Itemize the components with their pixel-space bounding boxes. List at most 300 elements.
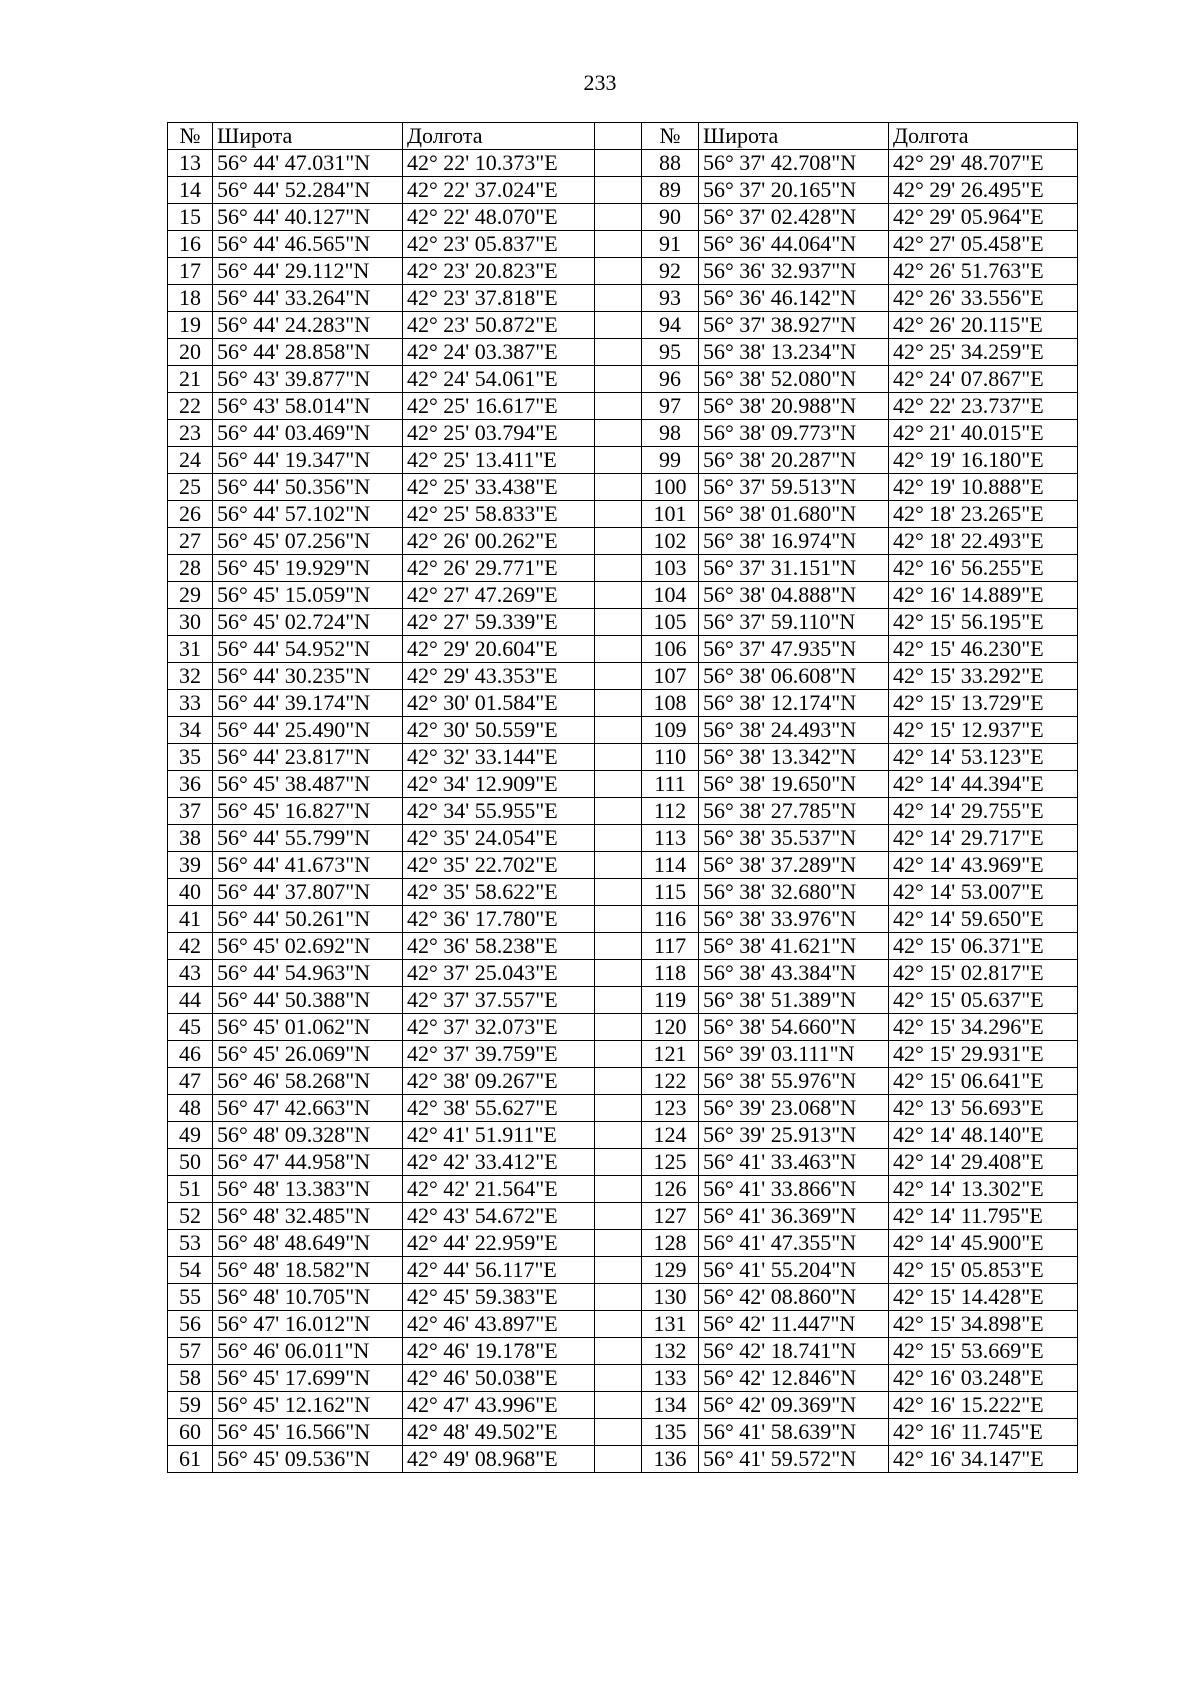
- spacer-cell: [595, 1041, 642, 1068]
- spacer-cell: [595, 1311, 642, 1338]
- point-number-right: 116: [642, 906, 699, 933]
- longitude-right: 42° 15' 12.937"E: [889, 717, 1078, 744]
- longitude-left: 42° 42' 21.564"E: [403, 1176, 595, 1203]
- table-row: [168, 906, 1078, 933]
- table-row: [168, 393, 1078, 420]
- longitude-left: 42° 44' 56.117"E: [403, 1257, 595, 1284]
- latitude-left: 56° 44' 28.858"N: [213, 339, 403, 366]
- latitude-left: 56° 43' 58.014"N: [213, 393, 403, 420]
- longitude-left: 42° 37' 32.073"E: [403, 1014, 595, 1041]
- header-latitude-right: Широта: [699, 123, 889, 150]
- latitude-right: 56° 37' 20.165"N: [699, 177, 889, 204]
- latitude-right: 56° 41' 33.463"N: [699, 1149, 889, 1176]
- latitude-right: 56° 38' 13.342"N: [699, 744, 889, 771]
- latitude-right: 56° 36' 32.937"N: [699, 258, 889, 285]
- point-number-right: 128: [642, 1230, 699, 1257]
- latitude-right: 56° 38' 20.988"N: [699, 393, 889, 420]
- point-number-right: 108: [642, 690, 699, 717]
- longitude-left: 42° 34' 55.955"E: [403, 798, 595, 825]
- point-number-right: 111: [642, 771, 699, 798]
- spacer-cell: [595, 1392, 642, 1419]
- spacer-cell: [595, 1230, 642, 1257]
- spacer-cell: [595, 474, 642, 501]
- header-number-left: №: [168, 123, 213, 150]
- point-number-left: 18: [168, 285, 213, 312]
- point-number-right: 129: [642, 1257, 699, 1284]
- latitude-left: 56° 46' 06.011"N: [213, 1338, 403, 1365]
- longitude-left: 42° 25' 16.617"E: [403, 393, 595, 420]
- table-row: [168, 447, 1078, 474]
- table-row: [168, 771, 1078, 798]
- longitude-right: 42° 15' 06.641"E: [889, 1068, 1078, 1095]
- point-number-left: 33: [168, 690, 213, 717]
- latitude-right: 56° 38' 35.537"N: [699, 825, 889, 852]
- header-number-right: №: [642, 123, 699, 150]
- longitude-right: 42° 14' 48.140"E: [889, 1122, 1078, 1149]
- point-number-right: 130: [642, 1284, 699, 1311]
- latitude-right: 56° 38' 37.289"N: [699, 852, 889, 879]
- longitude-left: 42° 23' 20.823"E: [403, 258, 595, 285]
- longitude-right: 42° 14' 43.969"E: [889, 852, 1078, 879]
- latitude-left: 56° 44' 41.673"N: [213, 852, 403, 879]
- point-number-left: 13: [168, 150, 213, 177]
- longitude-left: 42° 26' 00.262"E: [403, 528, 595, 555]
- latitude-left: 56° 48' 13.383"N: [213, 1176, 403, 1203]
- point-number-right: 107: [642, 663, 699, 690]
- latitude-right: 56° 38' 33.976"N: [699, 906, 889, 933]
- latitude-left: 56° 44' 19.347"N: [213, 447, 403, 474]
- table-row: [168, 933, 1078, 960]
- longitude-left: 42° 37' 39.759"E: [403, 1041, 595, 1068]
- latitude-left: 56° 45' 02.724"N: [213, 609, 403, 636]
- latitude-right: 56° 42' 11.447"N: [699, 1311, 889, 1338]
- table-row: [168, 1446, 1078, 1473]
- latitude-left: 56° 44' 30.235"N: [213, 663, 403, 690]
- latitude-left: 56° 44' 40.127"N: [213, 204, 403, 231]
- longitude-right: 42° 29' 26.495"E: [889, 177, 1078, 204]
- latitude-left: 56° 44' 25.490"N: [213, 717, 403, 744]
- point-number-right: 94: [642, 312, 699, 339]
- latitude-left: 56° 44' 52.284"N: [213, 177, 403, 204]
- latitude-left: 56° 44' 46.565"N: [213, 231, 403, 258]
- latitude-right: 56° 41' 36.369"N: [699, 1203, 889, 1230]
- point-number-left: 20: [168, 339, 213, 366]
- spacer-cell: [595, 1446, 642, 1473]
- spacer-cell: [595, 258, 642, 285]
- point-number-left: 39: [168, 852, 213, 879]
- point-number-right: 95: [642, 339, 699, 366]
- spacer-cell: [595, 1122, 642, 1149]
- latitude-left: 56° 45' 19.929"N: [213, 555, 403, 582]
- longitude-left: 42° 32' 33.144"E: [403, 744, 595, 771]
- spacer-cell: [595, 771, 642, 798]
- point-number-left: 53: [168, 1230, 213, 1257]
- table-row: [168, 150, 1078, 177]
- table-row: [168, 1014, 1078, 1041]
- longitude-right: 42° 22' 23.737"E: [889, 393, 1078, 420]
- latitude-left: 56° 47' 42.663"N: [213, 1095, 403, 1122]
- longitude-right: 42° 14' 13.302"E: [889, 1176, 1078, 1203]
- longitude-left: 42° 36' 58.238"E: [403, 933, 595, 960]
- longitude-left: 42° 37' 37.557"E: [403, 987, 595, 1014]
- spacer-cell: [595, 852, 642, 879]
- longitude-right: 42° 15' 46.230"E: [889, 636, 1078, 663]
- table-body: [168, 150, 1078, 1473]
- longitude-right: 42° 24' 07.867"E: [889, 366, 1078, 393]
- latitude-right: 56° 37' 02.428"N: [699, 204, 889, 231]
- spacer-cell: [595, 717, 642, 744]
- spacer-cell: [595, 1203, 642, 1230]
- latitude-left: 56° 48' 48.649"N: [213, 1230, 403, 1257]
- point-number-left: 35: [168, 744, 213, 771]
- point-number-left: 14: [168, 177, 213, 204]
- point-number-left: 26: [168, 501, 213, 528]
- longitude-left: 42° 23' 37.818"E: [403, 285, 595, 312]
- point-number-left: 31: [168, 636, 213, 663]
- longitude-left: 42° 35' 58.622"E: [403, 879, 595, 906]
- longitude-left: 42° 47' 43.996"E: [403, 1392, 595, 1419]
- longitude-right: 42° 27' 05.458"E: [889, 231, 1078, 258]
- longitude-left: 42° 30' 50.559"E: [403, 717, 595, 744]
- spacer-cell: [595, 1068, 642, 1095]
- latitude-right: 56° 38' 52.080"N: [699, 366, 889, 393]
- point-number-left: 19: [168, 312, 213, 339]
- point-number-right: 101: [642, 501, 699, 528]
- longitude-left: 42° 45' 59.383"E: [403, 1284, 595, 1311]
- longitude-left: 42° 48' 49.502"E: [403, 1419, 595, 1446]
- table-row: [168, 555, 1078, 582]
- point-number-left: 59: [168, 1392, 213, 1419]
- table-row: [168, 1392, 1078, 1419]
- point-number-right: 88: [642, 150, 699, 177]
- spacer-cell: [595, 1257, 642, 1284]
- point-number-right: 110: [642, 744, 699, 771]
- longitude-right: 42° 18' 23.265"E: [889, 501, 1078, 528]
- spacer-cell: [595, 906, 642, 933]
- table-row: [168, 987, 1078, 1014]
- table-row: [168, 231, 1078, 258]
- latitude-left: 56° 45' 16.566"N: [213, 1419, 403, 1446]
- longitude-right: 42° 19' 10.888"E: [889, 474, 1078, 501]
- point-number-left: 21: [168, 366, 213, 393]
- spacer-cell: [595, 366, 642, 393]
- latitude-right: 56° 42' 08.860"N: [699, 1284, 889, 1311]
- spacer-cell: [595, 609, 642, 636]
- latitude-right: 56° 38' 41.621"N: [699, 933, 889, 960]
- longitude-left: 42° 22' 10.373"E: [403, 150, 595, 177]
- point-number-right: 90: [642, 204, 699, 231]
- latitude-left: 56° 44' 23.817"N: [213, 744, 403, 771]
- latitude-right: 56° 39' 25.913"N: [699, 1122, 889, 1149]
- table-row: [168, 636, 1078, 663]
- latitude-right: 56° 38' 16.974"N: [699, 528, 889, 555]
- point-number-left: 44: [168, 987, 213, 1014]
- longitude-right: 42° 14' 29.408"E: [889, 1149, 1078, 1176]
- longitude-left: 42° 25' 58.833"E: [403, 501, 595, 528]
- point-number-left: 34: [168, 717, 213, 744]
- point-number-left: 36: [168, 771, 213, 798]
- spacer-cell: [595, 636, 642, 663]
- point-number-left: 55: [168, 1284, 213, 1311]
- longitude-left: 42° 35' 22.702"E: [403, 852, 595, 879]
- point-number-left: 17: [168, 258, 213, 285]
- table-row: [168, 1122, 1078, 1149]
- point-number-right: 105: [642, 609, 699, 636]
- point-number-right: 127: [642, 1203, 699, 1230]
- latitude-left: 56° 45' 15.059"N: [213, 582, 403, 609]
- table-row: [168, 1338, 1078, 1365]
- point-number-left: 48: [168, 1095, 213, 1122]
- spacer-cell: [595, 1419, 642, 1446]
- point-number-right: 136: [642, 1446, 699, 1473]
- point-number-right: 91: [642, 231, 699, 258]
- spacer-cell: [595, 960, 642, 987]
- longitude-left: 42° 29' 20.604"E: [403, 636, 595, 663]
- table-row: [168, 663, 1078, 690]
- table-row: [168, 609, 1078, 636]
- table-row: [168, 1176, 1078, 1203]
- point-number-right: 112: [642, 798, 699, 825]
- longitude-right: 42° 16' 14.889"E: [889, 582, 1078, 609]
- point-number-left: 61: [168, 1446, 213, 1473]
- longitude-left: 42° 38' 09.267"E: [403, 1068, 595, 1095]
- latitude-right: 56° 36' 44.064"N: [699, 231, 889, 258]
- longitude-right: 42° 29' 48.707"E: [889, 150, 1078, 177]
- longitude-right: 42° 14' 44.394"E: [889, 771, 1078, 798]
- latitude-left: 56° 44' 54.952"N: [213, 636, 403, 663]
- latitude-left: 56° 45' 16.827"N: [213, 798, 403, 825]
- point-number-right: 126: [642, 1176, 699, 1203]
- table-row: [168, 1311, 1078, 1338]
- longitude-left: 42° 24' 54.061"E: [403, 366, 595, 393]
- spacer-cell: [595, 501, 642, 528]
- longitude-right: 42° 15' 29.931"E: [889, 1041, 1078, 1068]
- latitude-left: 56° 44' 03.469"N: [213, 420, 403, 447]
- table-row: [168, 528, 1078, 555]
- table-row: [168, 204, 1078, 231]
- point-number-right: 103: [642, 555, 699, 582]
- longitude-left: 42° 25' 33.438"E: [403, 474, 595, 501]
- table-row: [168, 825, 1078, 852]
- point-number-right: 117: [642, 933, 699, 960]
- longitude-left: 42° 49' 08.968"E: [403, 1446, 595, 1473]
- point-number-left: 28: [168, 555, 213, 582]
- point-number-left: 37: [168, 798, 213, 825]
- table-row: [168, 312, 1078, 339]
- latitude-left: 56° 45' 07.256"N: [213, 528, 403, 555]
- table-row: [168, 798, 1078, 825]
- longitude-right: 42° 29' 05.964"E: [889, 204, 1078, 231]
- longitude-right: 42° 18' 22.493"E: [889, 528, 1078, 555]
- longitude-right: 42° 14' 29.755"E: [889, 798, 1078, 825]
- point-number-left: 47: [168, 1068, 213, 1095]
- spacer-cell: [595, 285, 642, 312]
- latitude-right: 56° 41' 59.572"N: [699, 1446, 889, 1473]
- longitude-right: 42° 14' 29.717"E: [889, 825, 1078, 852]
- latitude-left: 56° 48' 18.582"N: [213, 1257, 403, 1284]
- longitude-left: 42° 44' 22.959"E: [403, 1230, 595, 1257]
- longitude-left: 42° 25' 13.411"E: [403, 447, 595, 474]
- point-number-right: 115: [642, 879, 699, 906]
- spacer-cell: [595, 555, 642, 582]
- longitude-left: 42° 42' 33.412"E: [403, 1149, 595, 1176]
- longitude-right: 42° 21' 40.015"E: [889, 420, 1078, 447]
- point-number-right: 89: [642, 177, 699, 204]
- longitude-right: 42° 26' 33.556"E: [889, 285, 1078, 312]
- point-number-left: 30: [168, 609, 213, 636]
- spacer-cell: [595, 879, 642, 906]
- longitude-left: 42° 23' 05.837"E: [403, 231, 595, 258]
- table-row: [168, 879, 1078, 906]
- latitude-right: 56° 38' 43.384"N: [699, 960, 889, 987]
- longitude-right: 42° 15' 06.371"E: [889, 933, 1078, 960]
- latitude-right: 56° 38' 54.660"N: [699, 1014, 889, 1041]
- table-row: [168, 690, 1078, 717]
- longitude-right: 42° 16' 15.222"E: [889, 1392, 1078, 1419]
- spacer-cell: [595, 177, 642, 204]
- latitude-right: 56° 38' 09.773"N: [699, 420, 889, 447]
- spacer-cell: [595, 690, 642, 717]
- latitude-right: 56° 37' 38.927"N: [699, 312, 889, 339]
- longitude-left: 42° 27' 59.339"E: [403, 609, 595, 636]
- latitude-right: 56° 38' 13.234"N: [699, 339, 889, 366]
- point-number-left: 52: [168, 1203, 213, 1230]
- latitude-left: 56° 44' 50.261"N: [213, 906, 403, 933]
- longitude-left: 42° 30' 01.584"E: [403, 690, 595, 717]
- longitude-left: 42° 22' 37.024"E: [403, 177, 595, 204]
- latitude-right: 56° 42' 09.369"N: [699, 1392, 889, 1419]
- longitude-right: 42° 19' 16.180"E: [889, 447, 1078, 474]
- longitude-left: 42° 34' 12.909"E: [403, 771, 595, 798]
- latitude-right: 56° 38' 04.888"N: [699, 582, 889, 609]
- table-row: [168, 366, 1078, 393]
- longitude-right: 42° 14' 45.900"E: [889, 1230, 1078, 1257]
- point-number-left: 50: [168, 1149, 213, 1176]
- point-number-left: 57: [168, 1338, 213, 1365]
- point-number-right: 122: [642, 1068, 699, 1095]
- point-number-left: 32: [168, 663, 213, 690]
- coordinates-table: [167, 122, 1078, 1473]
- longitude-right: 42° 14' 53.123"E: [889, 744, 1078, 771]
- table-row: [168, 501, 1078, 528]
- page-number: 233: [583, 70, 617, 95]
- latitude-left: 56° 48' 10.705"N: [213, 1284, 403, 1311]
- latitude-left: 56° 45' 12.162"N: [213, 1392, 403, 1419]
- table-header-row: [168, 123, 1078, 150]
- spacer-cell: [595, 1338, 642, 1365]
- longitude-left: 42° 41' 51.911"E: [403, 1122, 595, 1149]
- table-row: [168, 1230, 1078, 1257]
- table-row: [168, 1257, 1078, 1284]
- point-number-left: 49: [168, 1122, 213, 1149]
- latitude-left: 56° 44' 29.112"N: [213, 258, 403, 285]
- latitude-right: 56° 37' 42.708"N: [699, 150, 889, 177]
- latitude-left: 56° 46' 58.268"N: [213, 1068, 403, 1095]
- point-number-left: 42: [168, 933, 213, 960]
- point-number-right: 99: [642, 447, 699, 474]
- latitude-right: 56° 36' 46.142"N: [699, 285, 889, 312]
- latitude-right: 56° 38' 51.389"N: [699, 987, 889, 1014]
- point-number-right: 120: [642, 1014, 699, 1041]
- point-number-right: 134: [642, 1392, 699, 1419]
- point-number-right: 109: [642, 717, 699, 744]
- latitude-left: 56° 45' 38.487"N: [213, 771, 403, 798]
- longitude-right: 42° 26' 20.115"E: [889, 312, 1078, 339]
- point-number-right: 132: [642, 1338, 699, 1365]
- longitude-right: 42° 25' 34.259"E: [889, 339, 1078, 366]
- table-row: [168, 717, 1078, 744]
- spacer-cell: [595, 933, 642, 960]
- header-longitude-right: Долгота: [889, 123, 1078, 150]
- point-number-right: 131: [642, 1311, 699, 1338]
- point-number-left: 25: [168, 474, 213, 501]
- longitude-right: 42° 15' 56.195"E: [889, 609, 1078, 636]
- point-number-right: 102: [642, 528, 699, 555]
- longitude-left: 42° 25' 03.794"E: [403, 420, 595, 447]
- point-number-right: 114: [642, 852, 699, 879]
- spacer-cell: [595, 393, 642, 420]
- header-longitude-left: Долгота: [403, 123, 595, 150]
- latitude-right: 56° 38' 19.650"N: [699, 771, 889, 798]
- latitude-right: 56° 41' 33.866"N: [699, 1176, 889, 1203]
- point-number-left: 46: [168, 1041, 213, 1068]
- table-row: [168, 285, 1078, 312]
- longitude-right: 42° 13' 56.693"E: [889, 1095, 1078, 1122]
- longitude-left: 42° 24' 03.387"E: [403, 339, 595, 366]
- longitude-left: 42° 22' 48.070"E: [403, 204, 595, 231]
- latitude-right: 56° 38' 27.785"N: [699, 798, 889, 825]
- point-number-left: 22: [168, 393, 213, 420]
- table-row: [168, 1095, 1078, 1122]
- point-number-left: 58: [168, 1365, 213, 1392]
- spacer-cell: [595, 744, 642, 771]
- table-row: [168, 582, 1078, 609]
- latitude-right: 56° 38' 55.976"N: [699, 1068, 889, 1095]
- longitude-right: 42° 15' 05.637"E: [889, 987, 1078, 1014]
- point-number-left: 54: [168, 1257, 213, 1284]
- point-number-right: 96: [642, 366, 699, 393]
- longitude-right: 42° 16' 11.745"E: [889, 1419, 1078, 1446]
- table-row: [168, 258, 1078, 285]
- longitude-left: 42° 35' 24.054"E: [403, 825, 595, 852]
- point-number-right: 113: [642, 825, 699, 852]
- latitude-left: 56° 45' 09.536"N: [213, 1446, 403, 1473]
- longitude-left: 42° 23' 50.872"E: [403, 312, 595, 339]
- latitude-right: 56° 41' 58.639"N: [699, 1419, 889, 1446]
- point-number-right: 104: [642, 582, 699, 609]
- latitude-right: 56° 38' 24.493"N: [699, 717, 889, 744]
- point-number-right: 135: [642, 1419, 699, 1446]
- latitude-right: 56° 42' 12.846"N: [699, 1365, 889, 1392]
- spacer-cell: [595, 987, 642, 1014]
- header-spacer-cell: [595, 123, 642, 150]
- latitude-left: 56° 44' 55.799"N: [213, 825, 403, 852]
- table-row: [168, 420, 1078, 447]
- point-number-right: 133: [642, 1365, 699, 1392]
- longitude-left: 42° 36' 17.780"E: [403, 906, 595, 933]
- point-number-right: 93: [642, 285, 699, 312]
- latitude-right: 56° 38' 32.680"N: [699, 879, 889, 906]
- latitude-left: 56° 48' 32.485"N: [213, 1203, 403, 1230]
- longitude-right: 42° 14' 59.650"E: [889, 906, 1078, 933]
- spacer-cell: [595, 1284, 642, 1311]
- table-row: [168, 1419, 1078, 1446]
- spacer-cell: [595, 1014, 642, 1041]
- latitude-left: 56° 48' 09.328"N: [213, 1122, 403, 1149]
- latitude-right: 56° 39' 03.111"N: [699, 1041, 889, 1068]
- longitude-left: 42° 29' 43.353"E: [403, 663, 595, 690]
- spacer-cell: [595, 1176, 642, 1203]
